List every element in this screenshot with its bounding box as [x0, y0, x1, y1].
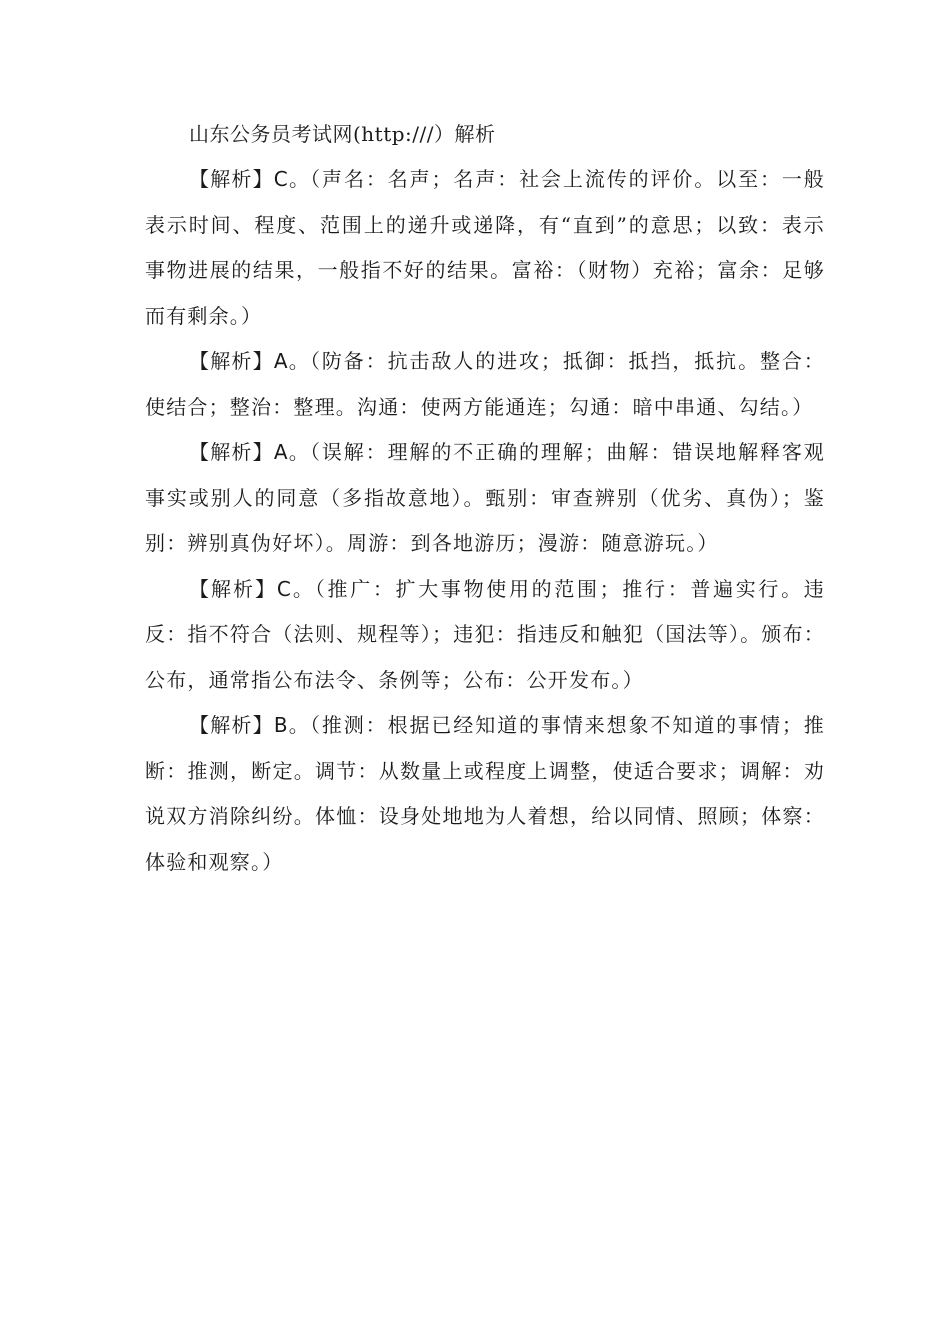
analysis-paragraph-5: [145, 703, 825, 885]
analysis-body-1: （声名：名声；名声：社会上流传的评价。以至：一般表示时间、程度、范围上的递升或递降，有“直到”的意思；以致：表示事物进展的结果，一般指不好的结果。富裕：（财物）充裕；富余：足够而有剩余。）: [145, 167, 825, 328]
analysis-lead-5: 【解析】B。: [189, 713, 310, 737]
analysis-body-5: （推测：根据已经知道的事情来想象不知道的事情；推断：推测，断定。调节：从数量上或程度上调整，使适合要求；调解：劝说双方消除纠纷。体恤：设身处地地为人着想，给以同情、照顾；体察：体验和观察。）: [145, 713, 825, 874]
analysis-body-2: （防备：抗击敌人的进攻；抵御：抵挡，抵抗。整合：使结合；整治：整理。沟通：使两方能通连；勾通：暗中串通、勾结。）: [145, 349, 825, 419]
analysis-paragraph-2: [145, 339, 825, 430]
analysis-lead-3: 【解析】A。: [189, 440, 310, 464]
analysis-paragraph-3: [145, 430, 825, 567]
analysis-lead-4: 【解析】C。: [189, 576, 315, 601]
analysis-body-3: （误解：理解的不正确的理解；曲解：错误地解释客观事实或别人的同意（多指故意地）。甄别：审查辨别（优劣、真伪）；鉴别：辨别真伪好坏）。周游：到各地游历；漫游：随意游玩。）: [145, 440, 825, 555]
analysis-paragraph-4: [145, 567, 825, 704]
analysis-paragraph-1: [145, 157, 825, 339]
document-header: 山东公务员考试网(http:///）解析: [189, 122, 496, 146]
analysis-lead-1: 【解析】C。: [189, 167, 311, 191]
analysis-lead-2: 【解析】A。: [189, 349, 310, 373]
analysis-body-4: （推广：扩大事物使用的范围；推行：普遍实行。违反：指不符合（法则、规程等）；违犯：指违反和触犯（国法等）。颁布：公布，通常指公布法令、条例等；公布：公开发布。）: [145, 576, 825, 692]
document-page: [145, 112, 825, 885]
